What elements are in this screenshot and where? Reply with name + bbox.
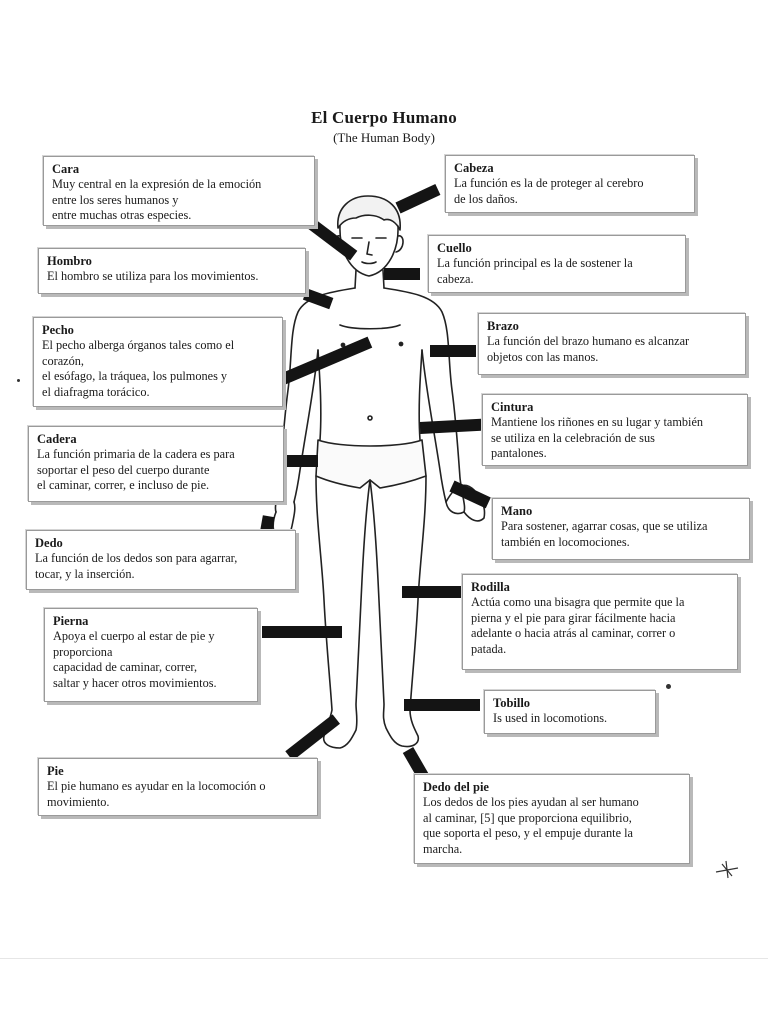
label-cuello <box>428 235 686 293</box>
connector-bar-rodilla <box>402 586 464 598</box>
label-cabeza-heading: Cabeza <box>454 161 494 175</box>
label-rodilla <box>462 574 738 670</box>
figure-navel <box>368 416 372 420</box>
label-dedo-del-pie <box>414 774 690 864</box>
label-hombro-text: El hombro se utiliza para los movimientos. <box>47 269 259 283</box>
label-brazo <box>478 313 746 375</box>
connector-bar-brazo <box>430 345 476 357</box>
figure-hair <box>338 196 400 230</box>
figure-left-leg <box>316 476 370 748</box>
label-cintura-text: Mantiene los riñones en su lugar y también se utiliza en la celebración de sus pantalones. <box>491 415 704 461</box>
label-mano <box>492 498 750 560</box>
label-cabeza <box>445 155 695 213</box>
label-cadera-text: La función primaria de la cadera es para soportar el peso del cuerpo durante el caminar, correr, e incluso de pie. <box>37 447 235 493</box>
label-cara-text: Muy central en la expresión de la emoción entre los seres humanos y entre muchas otras especies. <box>52 177 262 223</box>
figure-chest-line <box>340 325 400 329</box>
scan-mark <box>714 858 740 880</box>
figure-nose <box>367 242 372 255</box>
scan-edge-line <box>0 958 768 959</box>
connector-bar-cadera <box>284 455 318 467</box>
connector-bar-cuello <box>384 268 420 280</box>
label-brazo-text: La función del brazo humano es alcanzar objetos con las manos. <box>487 334 690 364</box>
label-pierna <box>44 608 258 702</box>
page-subtitle: (The Human Body) <box>333 130 435 145</box>
label-cara <box>43 156 315 226</box>
figure-mouth <box>362 262 376 264</box>
label-pie-text: El pie humano es ayudar en la locomoción o movimiento. <box>47 779 266 809</box>
label-pecho-text: El pecho alberga órganos tales como el corazón, el esófago, la tráquea, los pulmones y el diafragma torácico. <box>42 338 235 400</box>
figure-underwear <box>316 440 426 488</box>
label-pecho-heading: Pecho <box>42 323 74 337</box>
label-rodilla-heading: Rodilla <box>471 580 510 594</box>
page-title: El Cuerpo Humano <box>311 108 457 127</box>
scan-speck <box>17 379 20 382</box>
label-mano-heading: Mano <box>501 504 533 518</box>
label-rodilla-text: Actúa como una bisagra que permite que la pierna y el pie para girar fácilmente hacia adelante o hacia atrás al caminar, correr o patada. <box>471 595 685 657</box>
label-mano-text: Para sostener, agarrar cosas, que se utiliza también en locomociones. <box>501 519 708 549</box>
label-hombro-heading: Hombro <box>47 254 92 268</box>
connector-bar-tobillo <box>404 699 480 711</box>
label-brazo-heading: Brazo <box>487 319 519 333</box>
label-tobillo-heading: Tobillo <box>493 696 531 710</box>
label-pie-heading: Pie <box>47 764 64 778</box>
label-cintura-heading: Cintura <box>491 400 534 414</box>
label-hombro <box>38 248 306 294</box>
label-cuello-heading: Cuello <box>437 241 472 255</box>
label-tobillo-text: Is used in locomotions. <box>493 711 608 725</box>
label-pierna-heading: Pierna <box>53 614 89 628</box>
label-cadera <box>28 426 284 502</box>
label-pie <box>38 758 318 816</box>
label-cabeza-text: La función es la de proteger al cerebro de los daños. <box>454 176 644 206</box>
label-cadera-heading: Cadera <box>37 432 77 446</box>
label-dedo-heading: Dedo <box>35 536 63 550</box>
label-cuello-text: La función principal es la de sostener la cabeza. <box>437 256 633 286</box>
label-dedo-del-pie-text: Los dedos de los pies ayudan al ser humano al caminar, [5] que proporciona equilibrio, que soporta el peso, y el empuje durante la marcha. <box>423 795 639 857</box>
scan-speck <box>666 684 671 689</box>
label-dedo <box>26 530 296 590</box>
figure-nipple-right <box>399 342 402 345</box>
label-pierna-text: Apoya el cuerpo al estar de pie y proporciona capacidad de caminar, correr, saltar y hacer otros movimientos. <box>53 629 217 691</box>
label-cara-heading: Cara <box>52 162 80 176</box>
label-pecho <box>33 317 283 407</box>
label-cintura <box>482 394 748 466</box>
connector-bar-pierna <box>262 626 342 638</box>
label-dedo-text: La función de los dedos son para agarrar, tocar, y la inserción. <box>35 551 238 581</box>
label-dedo-del-pie-heading: Dedo del pie <box>423 780 489 794</box>
label-tobillo <box>484 690 656 734</box>
